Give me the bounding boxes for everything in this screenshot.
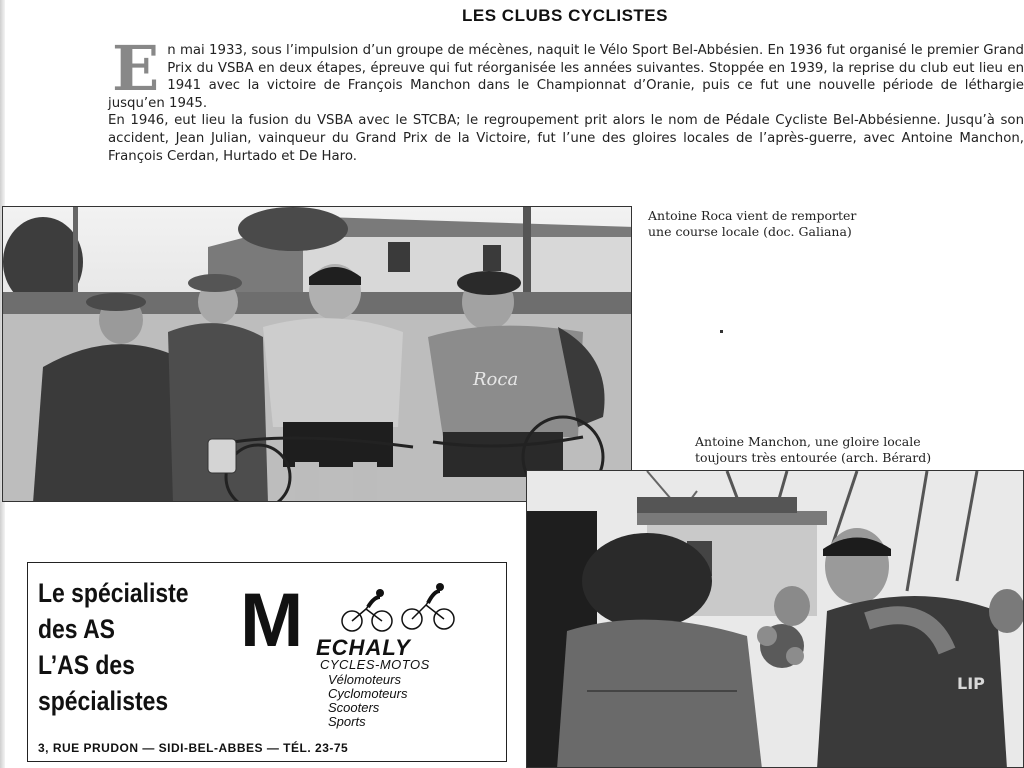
article-paragraph-1	[108, 32, 1024, 112]
mechaly-advertisement	[27, 562, 507, 762]
caption-manchon-line2: toujours très entourée (arch. Bérard)	[695, 450, 932, 465]
ad-slogan-line2: des AS	[38, 614, 115, 644]
photo-antoine-roca	[2, 206, 632, 502]
caption-roca-line2: une course locale (doc. Galiana)	[648, 224, 852, 239]
ad-product-list	[328, 673, 407, 729]
ad-product-item: Scooters	[328, 700, 380, 715]
ad-product-item: Sports	[328, 714, 366, 729]
article-body	[108, 32, 1024, 165]
ad-product-item: Vélomoteurs	[328, 672, 401, 687]
photo-manchon-illustration	[527, 471, 1024, 768]
ad-brand-name: ECHALY	[316, 635, 411, 660]
jersey-text-manchon: LIP	[957, 674, 985, 693]
ad-brand-initial: M	[240, 578, 304, 663]
drop-cap: E	[112, 32, 160, 105]
caption-manchon-line1: Antoine Manchon, une gloire locale	[695, 434, 921, 449]
page-title: LES CLUBS CYCLISTES	[462, 6, 668, 25]
ad-subtitle: CYCLES-MOTOS	[320, 657, 430, 672]
cyclists-logo-icon	[324, 575, 464, 635]
print-speck	[720, 330, 723, 333]
ad-slogan-line4: spécialistes	[38, 686, 169, 716]
ad-slogan-line1: Le spécialiste	[38, 578, 189, 608]
photo-roca-illustration	[3, 207, 632, 502]
ad-slogan-line3: L’AS des	[38, 650, 135, 680]
jersey-text-roca: Roca	[473, 369, 519, 390]
caption-photo-roca	[648, 208, 856, 240]
article-paragraph-1-text: n mai 1933, sous l’impulsion d’un groupe de mécènes, naquit le Vélo Sport Bel-Abbésien. En 1936 fut organisé le premier Grand Prix du VSBA en deux étapes, épreuve qui fut réorganisée les années suivantes. Stoppée en 1939, la reprise du club eut lieu en 1941 avec la victoire de François Manchon dans le Championnat d’Oranie, puis ce fut une nouvelle période de léthargie jusqu’en 1945.	[108, 43, 1024, 111]
caption-roca-line1: Antoine Roca vient de remporter	[648, 208, 857, 223]
photo-antoine-manchon	[526, 470, 1024, 768]
ad-address: 3, RUE PRUDON — SIDI-BEL-ABBES — TÉL. 23-75	[38, 741, 349, 755]
article-paragraph-2: En 1946, eut lieu la fusion du VSBA avec le STCBA; le regroupement prit alors le nom de Pédale Cycliste Bel-Abbésienne. Jusqu’à son accident, Jean Julian, vainqueur du Grand Prix de la Victoire, fut l’une des gloires locales de l’après-guerre, avec Antoine Manchon, François Cerdan, Hurtado et De Haro.	[108, 113, 1024, 164]
ad-product-item: Cyclomoteurs	[328, 686, 408, 701]
caption-photo-manchon	[695, 434, 931, 466]
ad-slogan	[38, 575, 189, 719]
